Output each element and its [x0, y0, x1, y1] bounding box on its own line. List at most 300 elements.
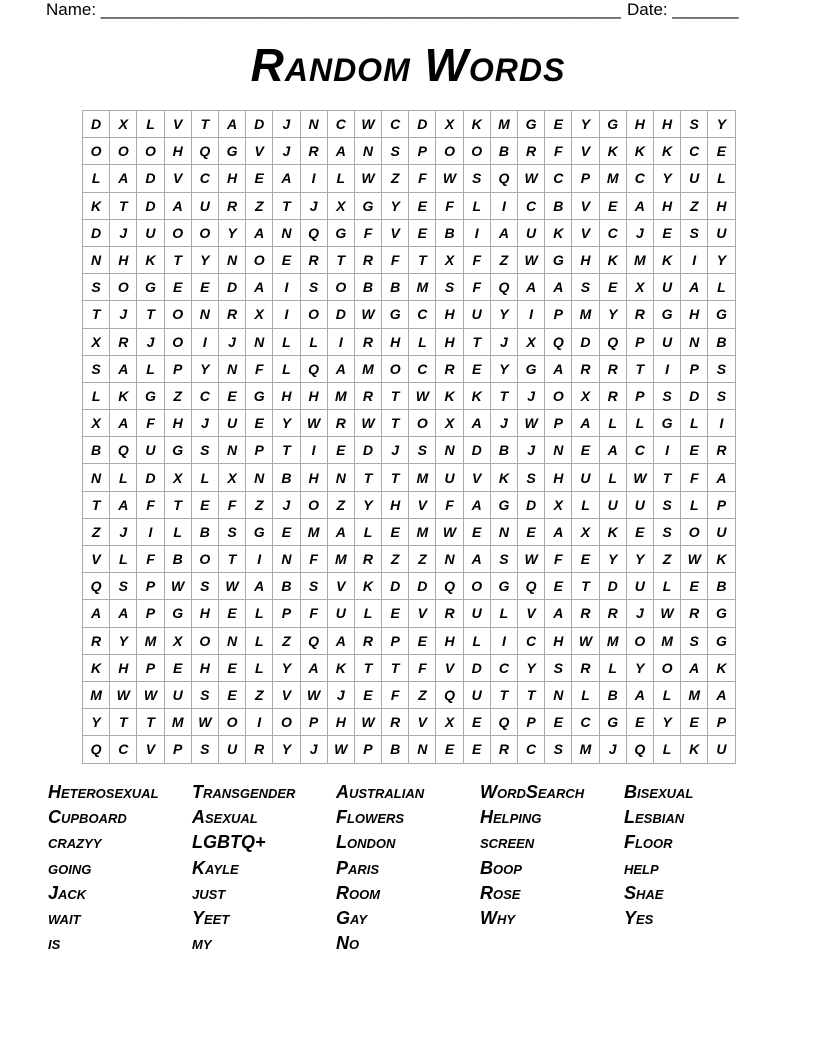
grid-cell: E	[436, 736, 463, 763]
grid-cell: B	[192, 519, 219, 546]
grid-cell: E	[654, 220, 681, 247]
grid-cell: Q	[436, 682, 463, 709]
grid-cell: C	[491, 655, 518, 682]
grid-cell: K	[355, 573, 382, 600]
grid-cell: F	[301, 600, 328, 627]
grid-cell: X	[627, 274, 654, 301]
grid-cell: Z	[409, 682, 436, 709]
grid-cell: R	[355, 546, 382, 573]
grid-cell: R	[246, 736, 273, 763]
grid-cell: B	[355, 274, 382, 301]
grid-cell: Q	[301, 220, 328, 247]
grid-cell: A	[708, 464, 735, 491]
grid-cell: X	[219, 464, 246, 491]
grid-cell: M	[572, 736, 599, 763]
grid-cell: W	[137, 682, 164, 709]
grid-cell: E	[627, 519, 654, 546]
grid-cell: C	[572, 709, 599, 736]
grid-cell: H	[436, 628, 463, 655]
grid-cell: E	[219, 682, 246, 709]
grid-cell: N	[491, 519, 518, 546]
grid-cell: T	[110, 709, 137, 736]
grid-cell: Q	[110, 437, 137, 464]
grid-cell: S	[436, 274, 463, 301]
grid-cell: C	[545, 165, 572, 192]
grid-cell: S	[491, 546, 518, 573]
grid-cell: C	[627, 437, 654, 464]
grid-cell: E	[681, 573, 708, 600]
word-list-item: Yes	[624, 907, 654, 928]
grid-cell: N	[246, 329, 273, 356]
grid-cell: I	[518, 301, 545, 328]
grid-cell: I	[491, 193, 518, 220]
grid-cell: Z	[246, 193, 273, 220]
grid-cell: C	[627, 165, 654, 192]
grid-cell: F	[301, 546, 328, 573]
grid-cell: D	[464, 437, 491, 464]
grid-cell: G	[382, 301, 409, 328]
grid-cell: A	[165, 193, 192, 220]
grid-cell: L	[246, 655, 273, 682]
grid-cell: I	[681, 247, 708, 274]
grid-cell: G	[654, 301, 681, 328]
grid-cell: N	[273, 546, 300, 573]
grid-cell: G	[355, 193, 382, 220]
grid-cell: J	[110, 301, 137, 328]
grid-cell: Y	[708, 247, 735, 274]
grid-cell: Y	[110, 628, 137, 655]
name-field: Name: _______________________________________________________	[46, 0, 621, 19]
grid-cell: Z	[382, 165, 409, 192]
grid-cell: A	[464, 492, 491, 519]
grid-cell: T	[464, 329, 491, 356]
grid-cell: W	[572, 628, 599, 655]
grid-cell: S	[681, 220, 708, 247]
grid-cell: O	[192, 220, 219, 247]
grid-cell: E	[409, 220, 436, 247]
grid-cell: O	[165, 220, 192, 247]
grid-cell: U	[708, 519, 735, 546]
word-list-item: my	[192, 933, 212, 954]
grid-cell: V	[409, 492, 436, 519]
grid-cell: S	[681, 628, 708, 655]
grid-cell: H	[545, 628, 572, 655]
grid-cell: Y	[219, 220, 246, 247]
grid-cell: P	[165, 736, 192, 763]
grid-cell: Y	[273, 655, 300, 682]
grid-cell: B	[382, 274, 409, 301]
grid-cell: L	[273, 329, 300, 356]
grid-cell: A	[681, 274, 708, 301]
grid-cell: Y	[627, 655, 654, 682]
word-list-item: Asexual	[192, 807, 258, 828]
grid-cell: D	[137, 165, 164, 192]
grid-cell: E	[273, 519, 300, 546]
grid-cell: R	[355, 247, 382, 274]
grid-cell: M	[137, 628, 164, 655]
grid-cell: E	[681, 437, 708, 464]
grid-cell: E	[382, 600, 409, 627]
grid-cell: P	[627, 383, 654, 410]
grid-cell: J	[110, 519, 137, 546]
grid-cell: D	[137, 464, 164, 491]
grid-cell: M	[600, 165, 627, 192]
grid-cell: I	[301, 165, 328, 192]
grid-cell: A	[110, 165, 137, 192]
grid-cell: E	[464, 709, 491, 736]
grid-cell: B	[382, 736, 409, 763]
grid-cell: U	[137, 220, 164, 247]
grid-cell: V	[518, 600, 545, 627]
grid-cell: V	[137, 736, 164, 763]
grid-cell: S	[545, 736, 572, 763]
grid-cell: W	[165, 573, 192, 600]
grid-cell: U	[681, 165, 708, 192]
grid-cell: C	[409, 356, 436, 383]
grid-cell: B	[436, 220, 463, 247]
grid-cell: F	[409, 655, 436, 682]
grid-cell: Y	[627, 546, 654, 573]
grid-cell: C	[600, 220, 627, 247]
grid-cell: B	[708, 573, 735, 600]
grid-cell: O	[246, 247, 273, 274]
grid-cell: A	[600, 437, 627, 464]
grid-cell: P	[246, 437, 273, 464]
grid-cell: R	[83, 628, 110, 655]
grid-cell: K	[600, 519, 627, 546]
grid-cell: Y	[572, 111, 599, 138]
grid-cell: Z	[246, 682, 273, 709]
grid-cell: X	[165, 628, 192, 655]
grid-cell: F	[246, 356, 273, 383]
grid-cell: X	[436, 709, 463, 736]
grid-cell: V	[165, 165, 192, 192]
grid-cell: H	[681, 301, 708, 328]
grid-cell: U	[627, 492, 654, 519]
grid-cell: L	[192, 464, 219, 491]
grid-cell: U	[328, 600, 355, 627]
grid-cell: W	[409, 383, 436, 410]
grid-cell: P	[708, 492, 735, 519]
grid-cell: J	[600, 736, 627, 763]
grid-cell: J	[518, 383, 545, 410]
grid-cell: B	[491, 138, 518, 165]
grid-cell: J	[301, 193, 328, 220]
grid-cell: X	[83, 329, 110, 356]
grid-cell: N	[219, 356, 246, 383]
word-list-item: Flowers	[336, 807, 405, 828]
grid-cell: T	[627, 356, 654, 383]
grid-cell: V	[572, 193, 599, 220]
grid-cell: A	[627, 682, 654, 709]
grid-cell: Y	[491, 356, 518, 383]
grid-cell: N	[192, 301, 219, 328]
grid-cell: G	[137, 274, 164, 301]
grid-cell: H	[110, 655, 137, 682]
grid-cell: D	[355, 437, 382, 464]
grid-cell: B	[273, 573, 300, 600]
grid-cell: G	[491, 492, 518, 519]
grid-cell: L	[110, 464, 137, 491]
grid-cell: I	[192, 329, 219, 356]
grid-cell: R	[708, 437, 735, 464]
grid-cell: D	[600, 573, 627, 600]
grid-cell: H	[328, 709, 355, 736]
grid-cell: F	[382, 682, 409, 709]
grid-cell: U	[627, 573, 654, 600]
grid-cell: S	[192, 736, 219, 763]
grid-cell: W	[301, 410, 328, 437]
grid-cell: X	[436, 410, 463, 437]
grid-cell: D	[246, 111, 273, 138]
grid-cell: I	[246, 546, 273, 573]
grid-cell: X	[572, 383, 599, 410]
grid-cell: L	[600, 655, 627, 682]
grid-cell: O	[219, 709, 246, 736]
word-list-item: going	[48, 857, 92, 878]
grid-cell: W	[436, 165, 463, 192]
word-list-item: crazyy	[48, 832, 102, 853]
grid-cell: T	[518, 682, 545, 709]
word-list	[48, 782, 768, 958]
grid-cell: A	[545, 519, 572, 546]
grid-cell: Y	[708, 111, 735, 138]
grid-cell: S	[464, 165, 491, 192]
grid-cell: L	[83, 165, 110, 192]
grid-cell: S	[110, 573, 137, 600]
word-list-item: Jack	[48, 882, 87, 903]
grid-cell: M	[681, 682, 708, 709]
grid-cell: C	[328, 111, 355, 138]
grid-cell: O	[83, 138, 110, 165]
grid-cell: F	[464, 247, 491, 274]
word-list-item: wait	[48, 907, 81, 928]
grid-cell: W	[192, 709, 219, 736]
grid-cell: C	[192, 383, 219, 410]
grid-cell: T	[137, 709, 164, 736]
grid-cell: K	[464, 111, 491, 138]
word-list-item: Cupboard	[48, 807, 127, 828]
grid-cell: O	[545, 383, 572, 410]
grid-cell: L	[83, 383, 110, 410]
word-list-item: just	[192, 882, 226, 903]
grid-cell: P	[382, 628, 409, 655]
grid-cell: M	[491, 111, 518, 138]
grid-cell: E	[165, 274, 192, 301]
grid-cell: X	[545, 492, 572, 519]
grid-cell: A	[491, 220, 518, 247]
grid-cell: C	[518, 736, 545, 763]
grid-cell: A	[464, 410, 491, 437]
grid-cell: H	[301, 464, 328, 491]
grid-cell: U	[165, 682, 192, 709]
grid-cell: T	[83, 492, 110, 519]
grid-cell: E	[545, 573, 572, 600]
grid-cell: S	[518, 464, 545, 491]
grid-cell: A	[219, 111, 246, 138]
grid-cell: G	[165, 437, 192, 464]
grid-cell: P	[273, 600, 300, 627]
word-list-item: London	[336, 832, 396, 853]
grid-cell: E	[464, 519, 491, 546]
grid-cell: R	[355, 628, 382, 655]
grid-cell: M	[654, 628, 681, 655]
grid-cell: L	[137, 111, 164, 138]
word-list-item: Heterosexual	[48, 782, 159, 802]
grid-cell: E	[600, 274, 627, 301]
grid-cell: A	[110, 600, 137, 627]
grid-cell: A	[301, 655, 328, 682]
grid-cell: U	[436, 464, 463, 491]
grid-cell: G	[137, 383, 164, 410]
grid-cell: U	[708, 736, 735, 763]
grid-cell: G	[708, 301, 735, 328]
grid-cell: P	[301, 709, 328, 736]
grid-cell: F	[464, 274, 491, 301]
grid-cell: J	[301, 736, 328, 763]
grid-cell: R	[572, 600, 599, 627]
grid-cell: N	[545, 682, 572, 709]
grid-cell: L	[681, 410, 708, 437]
grid-cell: M	[355, 356, 382, 383]
grid-cell: W	[355, 709, 382, 736]
grid-cell: R	[491, 736, 518, 763]
grid-cell: N	[219, 247, 246, 274]
grid-cell: L	[708, 165, 735, 192]
grid-cell: S	[83, 274, 110, 301]
grid-cell: G	[246, 519, 273, 546]
grid-cell: S	[301, 274, 328, 301]
grid-cell: O	[328, 274, 355, 301]
grid-cell: L	[246, 600, 273, 627]
grid-cell: J	[273, 492, 300, 519]
grid-cell: S	[409, 437, 436, 464]
grid-cell: D	[409, 111, 436, 138]
grid-cell: O	[192, 628, 219, 655]
grid-cell: Z	[654, 546, 681, 573]
grid-cell: O	[627, 628, 654, 655]
grid-cell: H	[301, 383, 328, 410]
grid-cell: S	[301, 573, 328, 600]
grid-cell: I	[246, 709, 273, 736]
grid-cell: R	[436, 356, 463, 383]
grid-cell: H	[654, 111, 681, 138]
grid-cell: B	[83, 437, 110, 464]
grid-cell: E	[600, 193, 627, 220]
grid-cell: G	[708, 628, 735, 655]
grid-cell: L	[654, 682, 681, 709]
grid-cell: F	[436, 492, 463, 519]
grid-cell: R	[219, 301, 246, 328]
grid-cell: M	[409, 519, 436, 546]
grid-cell: T	[328, 247, 355, 274]
grid-cell: J	[491, 329, 518, 356]
grid-cell: W	[219, 573, 246, 600]
grid-cell: E	[246, 165, 273, 192]
grid-cell: P	[165, 356, 192, 383]
grid-cell: T	[491, 383, 518, 410]
grid-cell: K	[708, 655, 735, 682]
grid-cell: N	[83, 247, 110, 274]
grid-cell: I	[654, 356, 681, 383]
grid-cell: Y	[192, 356, 219, 383]
grid-cell: R	[436, 600, 463, 627]
grid-cell: B	[165, 546, 192, 573]
grid-cell: K	[627, 138, 654, 165]
grid-cell: X	[436, 111, 463, 138]
grid-cell: E	[409, 628, 436, 655]
grid-cell: M	[627, 247, 654, 274]
grid-cell: T	[273, 193, 300, 220]
grid-cell: P	[409, 138, 436, 165]
grid-cell: E	[464, 356, 491, 383]
grid-cell: D	[83, 220, 110, 247]
word-list-item: Why	[480, 907, 516, 928]
grid-cell: I	[491, 628, 518, 655]
grid-cell: F	[545, 546, 572, 573]
grid-cell: E	[627, 709, 654, 736]
grid-cell: T	[382, 464, 409, 491]
grid-cell: N	[436, 546, 463, 573]
grid-cell: A	[246, 274, 273, 301]
grid-cell: T	[572, 573, 599, 600]
grid-cell: F	[436, 193, 463, 220]
grid-cell: O	[110, 138, 137, 165]
grid-cell: J	[627, 220, 654, 247]
grid-cell: L	[654, 736, 681, 763]
grid-cell: L	[355, 600, 382, 627]
grid-cell: G	[600, 709, 627, 736]
grid-cell: P	[518, 709, 545, 736]
grid-cell: J	[110, 220, 137, 247]
grid-cell: T	[110, 193, 137, 220]
grid-cell: J	[219, 329, 246, 356]
grid-cell: T	[165, 247, 192, 274]
grid-cell: A	[518, 274, 545, 301]
grid-cell: V	[409, 600, 436, 627]
grid-cell: S	[192, 437, 219, 464]
word-list-item: help	[624, 857, 659, 878]
grid-cell: S	[708, 356, 735, 383]
grid-cell: E	[219, 655, 246, 682]
grid-cell: H	[219, 165, 246, 192]
grid-cell: J	[491, 410, 518, 437]
grid-cell: T	[355, 655, 382, 682]
grid-cell: A	[328, 138, 355, 165]
grid-cell: E	[273, 247, 300, 274]
grid-cell: J	[273, 111, 300, 138]
grid-cell: X	[436, 247, 463, 274]
grid-cell: R	[600, 600, 627, 627]
grid-cell: F	[137, 546, 164, 573]
grid-cell: H	[110, 247, 137, 274]
grid-cell: E	[464, 736, 491, 763]
word-list-item: Australian	[336, 782, 425, 802]
grid-cell: U	[572, 464, 599, 491]
grid-cell: F	[681, 464, 708, 491]
grid-cell: W	[355, 111, 382, 138]
grid-cell: A	[110, 492, 137, 519]
grid-cell: L	[600, 410, 627, 437]
grid-cell: R	[301, 138, 328, 165]
grid-cell: O	[273, 709, 300, 736]
grid-cell: D	[328, 301, 355, 328]
grid-cell: Y	[273, 410, 300, 437]
grid-cell: C	[192, 165, 219, 192]
grid-cell: M	[409, 464, 436, 491]
grid-cell: A	[627, 193, 654, 220]
grid-cell: K	[83, 655, 110, 682]
